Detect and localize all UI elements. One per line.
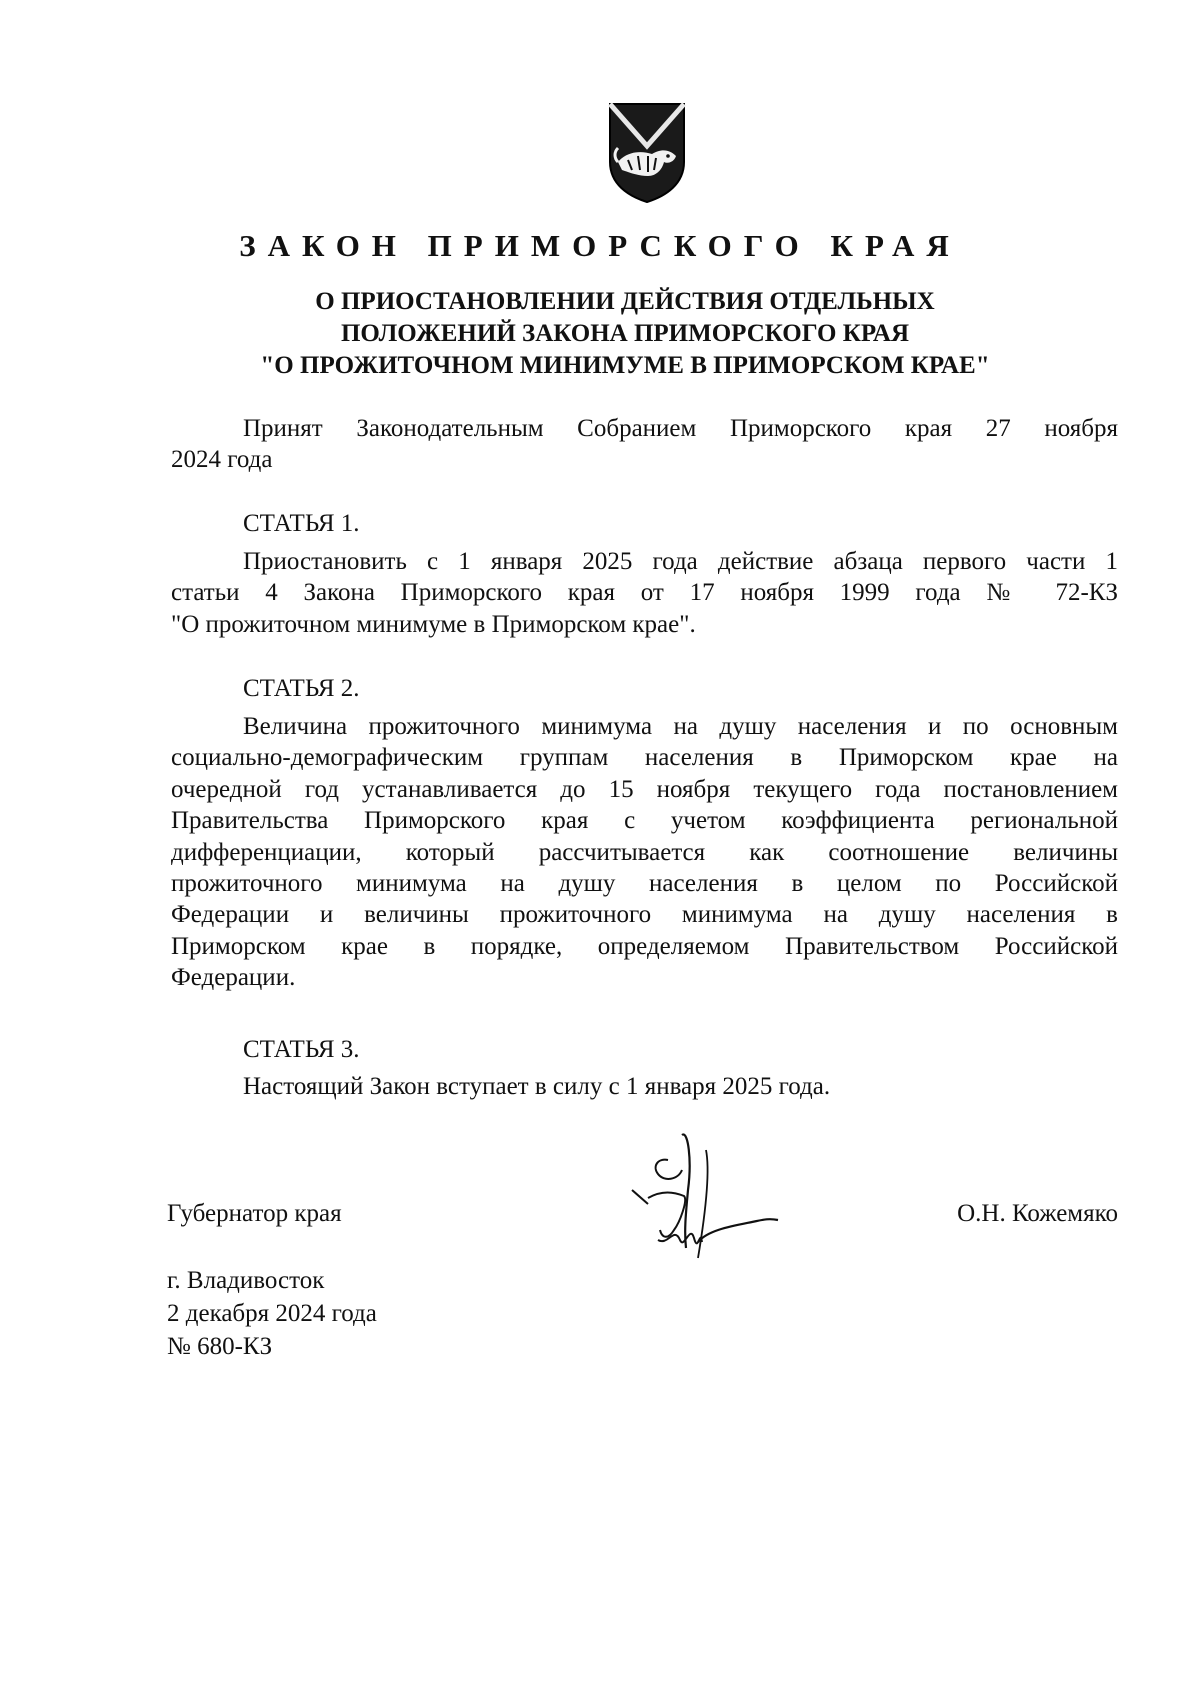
handwritten-signature-icon — [628, 1130, 788, 1265]
subtitle-line: "О ПРОЖИТОЧНОМ МИНИМУМЕ В ПРИМОРСКОМ КРАЕ" — [260, 352, 990, 379]
article-3-text — [243, 1071, 1143, 1102]
signatory-position: Губернатор края — [167, 1200, 342, 1227]
article-1-text — [171, 546, 1118, 640]
article-1-heading: СТАТЬЯ 1. — [243, 510, 360, 537]
document-footer — [167, 1264, 377, 1363]
article-2-text — [171, 711, 1118, 994]
coat-of-arms-icon — [604, 100, 690, 204]
article-line: очередной год устанавливается до 15 ноября текущего года постановлением — [171, 775, 1118, 803]
article-2-heading: СТАТЬЯ 2. — [243, 675, 360, 702]
article-3-heading: СТАТЬЯ 3. — [243, 1036, 360, 1063]
article-line: статьи 4 Закона Приморского края от 17 ноября 1999 года № 72-КЗ — [171, 579, 1118, 607]
adoption-line: Принят Законодательным Собранием Приморского края 27 ноября — [243, 415, 1118, 442]
article-line: Федерации и величины прожиточного минимума на душу населения в — [171, 901, 1118, 929]
article-line: дифференциации, который рассчитывается как соотношение величины — [171, 838, 1118, 866]
signatory-name: О.Н. Кожемяко — [957, 1200, 1118, 1227]
article-line: социально-демографическим группам населения в Приморском крае на — [171, 744, 1118, 772]
article-line: прожиточного минимума на душу населения в целом по Российской — [171, 870, 1118, 898]
signing-date: 2 декабря 2024 года — [167, 1300, 377, 1327]
law-number: № 680-КЗ — [167, 1333, 273, 1360]
article-line: "О прожиточном минимуме в Приморском крае". — [171, 610, 696, 638]
subtitle-line: О ПРИОСТАНОВЛЕНИИ ДЕЙСТВИЯ ОТДЕЛЬНЫХ — [315, 288, 935, 315]
law-subtitle — [200, 286, 1050, 382]
article-line: Величина прожиточного минимума на душу населения и по основным — [243, 713, 1118, 740]
article-line: Правительства Приморского края с учетом коэффициента региональной — [171, 807, 1118, 835]
article-line: Федерации. — [171, 964, 296, 992]
article-line: Приостановить с 1 января 2025 года действие абзаца первого части 1 — [243, 548, 1118, 575]
law-title: ЗАКОН ПРИМОРСКОГО КРАЯ — [239, 228, 961, 263]
signing-city: г. Владивосток — [167, 1267, 325, 1294]
adoption-note — [171, 413, 1118, 476]
article-line: Настоящий Закон вступает в силу с 1 января 2025 года. — [243, 1073, 831, 1100]
adoption-line: 2024 года — [171, 446, 273, 474]
article-line: Приморском крае в порядке, определяемом Правительством Российской — [171, 932, 1118, 960]
subtitle-line: ПОЛОЖЕНИЙ ЗАКОНА ПРИМОРСКОГО КРАЯ — [340, 320, 910, 347]
